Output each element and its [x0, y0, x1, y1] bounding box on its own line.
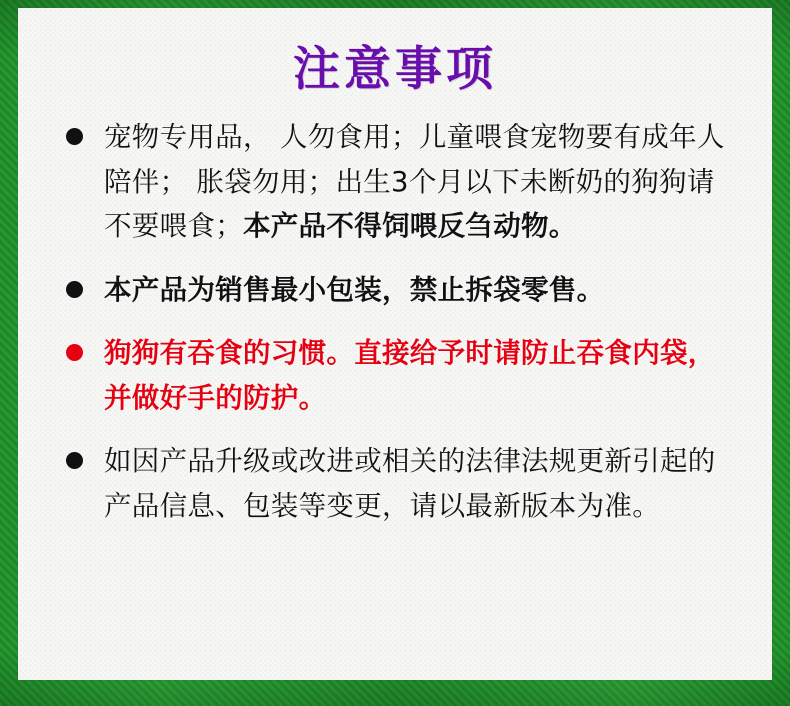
bullet-dot-red-icon: [66, 344, 83, 361]
bullet-dot-icon: [66, 281, 83, 298]
notice-text-bold: 本产品不得饲喂反刍动物。: [243, 210, 577, 243]
list-item: [64, 439, 738, 528]
list-item: [64, 268, 738, 313]
list-item: [64, 331, 738, 420]
bullet-dot-icon: [66, 128, 83, 145]
notice-text-bold: 狗狗有吞食的习惯。直接给予时请防止吞食内袋，并做好手的防护。: [104, 337, 716, 414]
page-title: 注意事项: [293, 42, 497, 97]
notice-text-bold: 本产品为销售最小包装，禁止拆袋零售。: [104, 273, 605, 306]
notice-text-normal: 宠物专用品， 人勿食用；儿童喂食宠物要有成年人陪伴； 胀袋勿用；出生3个月以下未断奶的狗狗请不要喂食；: [104, 121, 725, 243]
notice-card: [18, 8, 772, 680]
notice-list: [18, 115, 772, 528]
notice-text-normal: 如因产品升级或改进或相关的法律法规更新引起的产品信息、包装等变更，请以最新版本为准。: [104, 445, 716, 522]
bullet-dot-icon: [66, 452, 83, 469]
list-item: [64, 115, 738, 249]
